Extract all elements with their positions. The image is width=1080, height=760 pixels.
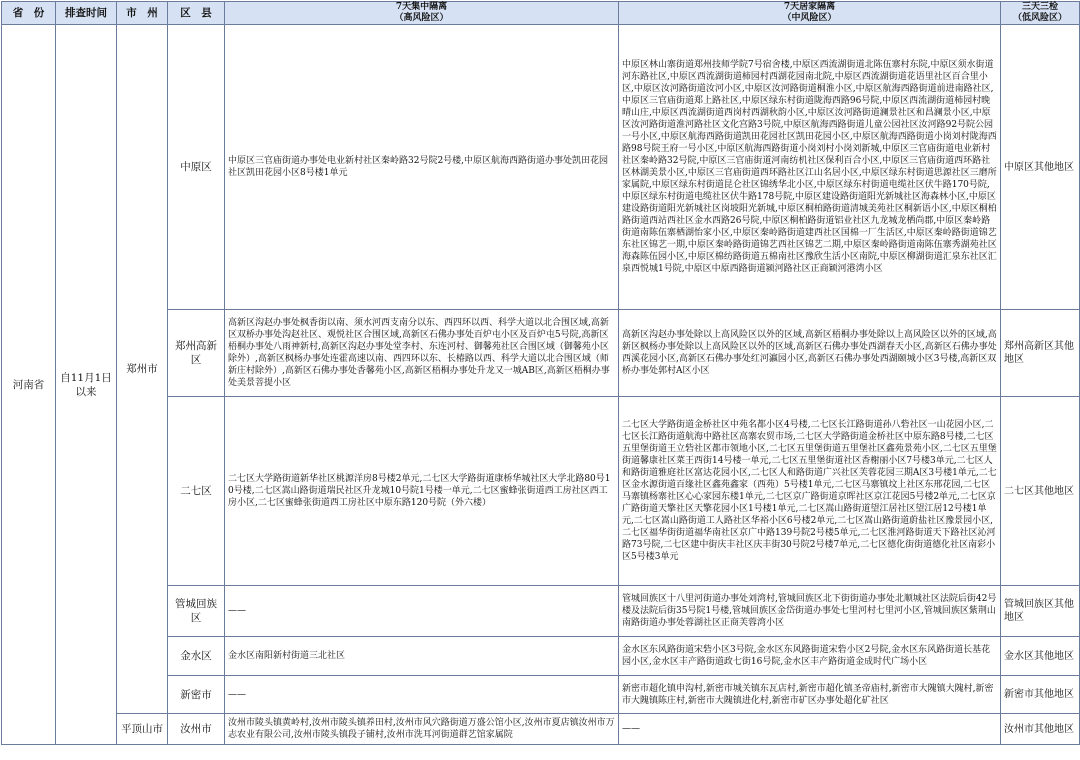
mid-risk-cell: 中原区林山寨街道郑州技师学院7号宿舍楼,中原区西流湖街道北陈伍寨村东院,中原区须水街道河东路社区,中原区西流湖街道柿园村西湖花园南北院,中原区西流湖街道花语里社区百合里小区,中原区汝河路街道汝河小区,中原区汝河路街道桐淮小区,中原区航海西路街道前进南路社区,中原区三官庙街道郑上路社区,中原区绿东村街道陇海西路96号院,中原区西流湖街道柿园村晚晴山庄,中原区西流湖街道西岗村西湖秋韵小区,中原区汝河路街道澜景社区和昌澜景小区,中原区汝河路街道淮河路社区文化宫路3号院,中原区航海西路街道儿童公园社区汝河路92号院公园一号小区,中原区航海西路街道凯田花园社区凯田花园小区,中原区航海西路街道小岗刘村陇海西路98号院王府一号小区,中原区航海西路街道小岗刘村小岗刘新城,中原区三官庙街道电业新村社区秦岭路32号院,中原区三官庙街道河南纺机社区保利百合小区,中原区三官庙街道西环路社区林湖美景小区,中原区三官庙街道西环路社区江山名居小区,中原区绿东村街道思源社区三磨所家属院,中原区绿东村街道昆仑社区锦绣华北小区,中原区绿东村街道电缆社区伏牛路170号院,中原区绿东村街道电缆社区伏牛路178号院,中原区建设路街道阳光新城社区海森林小区,中原区建设路街道阳光新城社区岗坡阳光新城,中原区桐柏路街道清城美苑社区桐新语小区,中原区桐柏路街道西站西社区金水西路26号院,中原区桐柏路街道铝业社区九龙城龙栖尚郡,中原区秦岭路街道南陈伍寨栖湖怡家小区,中原区秦岭路街道建西社区国棉一厂生活区,中原区秦岭路街道锦艺东社区锦艺一期,中原区秦岭路街道锦艺西社区锦艺二期,中原区秦岭路街道南陈伍寨秀湖苑社区海森陈伍园小区,中原区棉纺路街道五棉南社区豫欣生活小区南院,中原区柳湖街道汇泉东社区汇泉西悦城1号院,中原区中原西路街道颍河路社区正商颖河港湾小区 [619, 25, 1001, 310]
high-risk-cell: —— [225, 586, 619, 637]
header-low-title: 三天三检 [1021, 2, 1058, 12]
header-row [2, 2, 1080, 25]
low-risk-cell: 新密市其他地区 [1001, 676, 1080, 714]
table-row [2, 714, 1080, 745]
mid-risk-cell: 管城回族区十八里河街道办事处刘湾村,管城回族区北下街街道办事处北顺城社区法院后街42号楼及法院后街35号院1号楼,管城回族区金岱街道办事处七里河村七里河小区,管城回族区紫荆山南路街道办事处蓉湖社区正商芙蓉湾小区 [619, 586, 1001, 637]
district-cell: 中原区 [168, 25, 225, 310]
header-low-sub: （低风险区） [1012, 13, 1067, 23]
mid-risk-cell: 金水区东风路街道宋砦小区3号院,金水区东风路街道宋砦小区2号院,金水区东风路街道长基花园小区,金水区丰产路街道政七街16号院,金水区丰产路街道金成时代广场小区 [619, 637, 1001, 676]
header-date: 排查时间 [56, 2, 117, 25]
high-risk-cell: 汝州市陵头镇黄岭村,汝州市陵头镇养田村,汝州市风穴路街道万盛公馆小区,汝州市夏店镇汝州市万志农业有限公司,汝州市陵头镇段子铺村,汝州市洗耳河街道群艺馆家属院 [225, 714, 619, 745]
high-risk-cell: 二七区大学路街道新华社区桃源洋房8号楼2单元,二七区大学路街道康桥华城社区大学北路80号10号楼,二七区嵩山路街道瑞民社区升龙城10号院1号楼一单元,二七区蜜蜂张街道西工房社区西工房小区,二七区蜜蜂张街道西工房社区中原东路120号院（外六楼） [225, 397, 619, 586]
high-risk-cell: —— [225, 676, 619, 714]
province-cell: 河南省 [2, 25, 56, 745]
district-cell: 汝州市 [168, 714, 225, 745]
header-mid-title: 7天居家隔离 [783, 2, 836, 12]
header-high-risk [225, 2, 619, 25]
header-high-title: 7天集中隔离 [395, 2, 448, 12]
header-mid-risk [619, 2, 1001, 25]
header-province: 省 份 [2, 2, 56, 25]
header-high-sub: （高风险区） [394, 13, 449, 23]
low-risk-cell: 汝州市其他地区 [1001, 714, 1080, 745]
district-cell: 二七区 [168, 397, 225, 586]
low-risk-cell: 管城回族区其他地区 [1001, 586, 1080, 637]
district-cell: 管城回族区 [168, 586, 225, 637]
mid-risk-cell: 高新区沟赵办事处除以上高风险区以外的区域,高新区梧桐办事处除以上高风险区以外的区域,高新区枫杨办事处除以上高风险区以外的区域,高新区石佛办事处西湖春天小区,高新区石佛办事处西溪花园小区,高新区石佛办事处红河瀛园小区,高新区石佛办事处西湖颐城小区3号楼,高新区双桥办事处郭村A区小区 [619, 310, 1001, 397]
high-risk-cell: 金水区南阳新村街道三北社区 [225, 637, 619, 676]
risk-area-table [1, 1, 1080, 745]
low-risk-cell: 二七区其他地区 [1001, 397, 1080, 586]
low-risk-cell: 中原区其他地区 [1001, 25, 1080, 310]
header-city: 市 州 [117, 2, 168, 25]
table-row [2, 25, 1080, 310]
high-risk-cell: 高新区沟赵办事处枫香街以南、须水河西支南分以东、西四环以西、科学大道以北合围区域,高新区双桥办事处沟赵社区、观悦社区合围区域,高新区石佛办事处百炉屯小区及百炉屯5号院,高新区梧桐办事处八雨神新村,高新区沟赵办事处堂李村、东连河村、御馨苑社区合围区域（御馨苑小区除外）,高新区枫杨办事处连霍高速以南、西四环以东、长椿路以西、科学大道以北合围区域（师新庄村除外）,高新区石佛办事处香馨苑小区,高新区梧桐办事处升龙又一城AB区,高新区梧桐办事处美景菩提小区 [225, 310, 619, 397]
mid-risk-cell: 二七区大学路街道金桥社区中苑名都小区4号楼,二七区长江路街道孙八砦社区一山花园小区,二七区长江路街道航海中路社区高寨农贸市场,二七区大学路街道金桥社区中原东路8号楼,二七区五里堡街道王立砦社区都市领地小区,二七区五里堡街道五里堡社区鑫苑景苑小区,二七区五里堡街道馨康社区菜王西街14号楼一单元,二七区五里堡街道社区香榭丽小区7号楼3单元,二七区人和路街道雅庭社区富达花园小区,二七区人和路街道广兴社区芙蓉花园三期A区3号楼1单元,二七区金水源街道百缘社区鑫苑鑫家（西苑）5号楼1单元,二七区马寨镇坟上社区东邢花园,二七区马寨镇杨寨社区心心家园东楼1单元,二七区京广路街道京晖社区京江花园5号楼2单元,二七区京广路街道天擎社区天擎花园小区1号楼1单元,二七区嵩山路街道望江居社区望江居12号楼1单元,二七区嵩山路街道工人路社区华裕小区6号楼2单元,二七区嵩山路街道蔚盐社区豫景园小区,二七区福华街街道福华南社区京广中路139号院2号楼5单元,二七区淮河路街道天下路社区沁河路73号院,二七区建中街庆丰社区庆丰街30号院2号楼7单元,二七区德化街街道德化社区南彩小区5号楼3单元 [619, 397, 1001, 586]
header-district: 区 县 [168, 2, 225, 25]
header-low-risk [1001, 2, 1080, 25]
district-cell: 新密市 [168, 676, 225, 714]
low-risk-cell: 金水区其他地区 [1001, 637, 1080, 676]
district-cell: 金水区 [168, 637, 225, 676]
date-cell: 自11月1日以来 [56, 25, 117, 745]
low-risk-cell: 郑州高新区其他地区 [1001, 310, 1080, 397]
city-cell-zhengzhou: 郑州市 [117, 25, 168, 714]
mid-risk-cell: —— [619, 714, 1001, 745]
district-cell: 郑州高新区 [168, 310, 225, 397]
header-mid-sub: （中风险区） [782, 13, 837, 23]
city-cell-pingdingshan: 平顶山市 [117, 714, 168, 745]
high-risk-cell: 中原区三官庙街道办事处电业新村社区秦岭路32号院2号楼,中原区航海西路街道办事处凯田花园社区凯田花园小区8号楼1单元 [225, 25, 619, 310]
mid-risk-cell: 新密市超化镇申沟村,新密市城关镇东瓦店村,新密市超化镇圣帝庙村,新密市大隗镇大隗村,新密市大隗镇陈庄村,新密市大隗镇进化村,新密市矿区办事处超化矿社区 [619, 676, 1001, 714]
